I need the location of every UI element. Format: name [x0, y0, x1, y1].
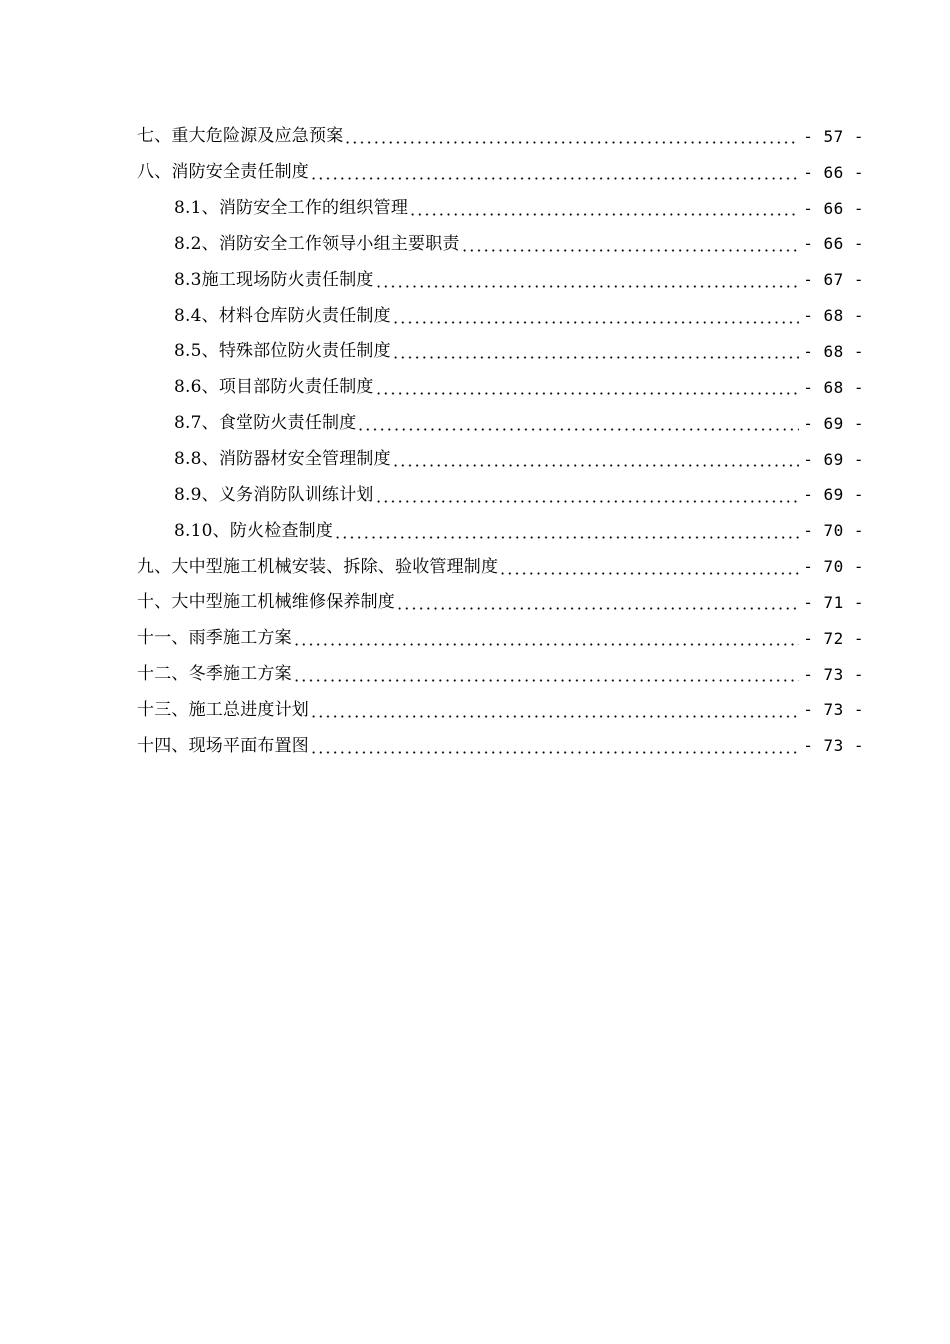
toc-entry-line — [137, 657, 864, 693]
toc-entry-line — [137, 155, 864, 191]
toc-entry-line — [137, 728, 864, 764]
dot-leader — [392, 321, 799, 324]
table-of-contents — [0, 119, 950, 764]
toc-entry-title: 8.4、材料仓库防火责任制度 — [174, 305, 391, 326]
dot-leader — [396, 607, 799, 610]
toc-entry-title: 8.5、特殊部位防火责任制度 — [174, 341, 391, 362]
dot-leader — [334, 536, 799, 539]
toc-entry-page-number: - 72 - — [803, 628, 864, 648]
toc-entry-line — [137, 693, 864, 729]
dot-leader — [293, 679, 799, 682]
toc-entry[interactable] — [0, 298, 950, 334]
toc-entry[interactable] — [0, 657, 950, 693]
toc-entry-title: 8.7、食堂防火责任制度 — [174, 413, 357, 434]
dot-leader — [293, 643, 799, 646]
toc-entry-line — [174, 477, 864, 513]
toc-entry-line — [137, 621, 864, 657]
toc-entry-title: 十四、现场平面布置图 — [137, 735, 309, 756]
toc-entry-page-number: - 66 - — [803, 162, 864, 182]
toc-entry-page-number: - 68 - — [803, 341, 864, 361]
toc-entry-line — [174, 513, 864, 549]
toc-entry-line — [137, 549, 864, 585]
toc-entry[interactable] — [0, 262, 950, 298]
toc-entry-page-number: - 68 - — [803, 377, 864, 397]
dot-leader — [499, 572, 799, 575]
toc-entry-line — [174, 191, 864, 227]
dot-leader — [461, 249, 800, 252]
toc-entry-line — [174, 370, 864, 406]
toc-entry-line — [174, 298, 864, 334]
dot-leader — [392, 356, 799, 359]
toc-entry-title: 十三、施工总进度计划 — [137, 699, 309, 720]
toc-entry-line — [174, 262, 864, 298]
toc-entry-line — [137, 119, 864, 155]
toc-entry-title: 十二、冬季施工方案 — [137, 664, 292, 685]
dot-leader — [310, 177, 799, 180]
toc-entry[interactable] — [0, 334, 950, 370]
toc-entry-page-number: - 69 - — [803, 485, 864, 505]
toc-entry-title: 七、重大危险源及应急预案 — [137, 126, 344, 147]
toc-entry[interactable] — [0, 406, 950, 442]
toc-entry-title: 8.1、消防安全工作的组织管理 — [174, 198, 409, 219]
toc-entry-line — [137, 585, 864, 621]
toc-entry[interactable] — [0, 370, 950, 406]
toc-entry-page-number: - 69 - — [803, 449, 864, 469]
toc-entry-page-number: - 73 - — [803, 664, 864, 684]
toc-entry-title: 八、消防安全责任制度 — [137, 162, 309, 183]
dot-leader — [409, 213, 799, 216]
toc-entry-page-number: - 57 - — [803, 126, 864, 146]
toc-entry-line — [174, 334, 864, 370]
toc-entry-page-number: - 70 - — [803, 557, 864, 577]
toc-entry-title: 十、大中型施工机械维修保养制度 — [137, 592, 395, 613]
toc-entry[interactable] — [0, 693, 950, 729]
dot-leader — [310, 751, 799, 754]
toc-entry-title: 8.2、消防安全工作领导小组主要职责 — [174, 233, 460, 254]
toc-entry[interactable] — [0, 728, 950, 764]
toc-entry-page-number: - 66 - — [803, 234, 864, 254]
toc-entry[interactable] — [0, 191, 950, 227]
dot-leader — [357, 428, 799, 431]
dot-leader — [392, 464, 799, 467]
toc-entry[interactable] — [0, 119, 950, 155]
toc-entry-title: 十一、雨季施工方案 — [137, 628, 292, 649]
toc-entry[interactable] — [0, 442, 950, 478]
toc-entry-line — [174, 227, 864, 263]
toc-entry-line — [174, 406, 864, 442]
toc-entry-page-number: - 67 - — [803, 270, 864, 290]
toc-entry-page-number: - 68 - — [803, 306, 864, 326]
toc-entry[interactable] — [0, 155, 950, 191]
toc-entry-page-number: - 73 - — [803, 736, 864, 756]
toc-entry[interactable] — [0, 585, 950, 621]
dot-leader — [344, 141, 799, 144]
toc-entry[interactable] — [0, 227, 950, 263]
toc-entry-page-number: - 66 - — [803, 198, 864, 218]
toc-entry[interactable] — [0, 621, 950, 657]
toc-entry-title: 8.9、义务消防队训练计划 — [174, 484, 374, 505]
dot-leader — [375, 392, 800, 395]
dot-leader — [375, 500, 800, 503]
toc-entry[interactable] — [0, 513, 950, 549]
toc-entry[interactable] — [0, 477, 950, 513]
toc-entry-page-number: - 71 - — [803, 592, 864, 612]
toc-entry-line — [174, 442, 864, 478]
toc-entry-title: 九、大中型施工机械安装、拆除、验收管理制度 — [137, 556, 499, 577]
dot-leader — [310, 715, 799, 718]
toc-entry-page-number: - 69 - — [803, 413, 864, 433]
dot-leader — [375, 285, 800, 288]
toc-entry-title: 8.6、项目部防火责任制度 — [174, 377, 374, 398]
toc-entry-page-number: - 70 - — [803, 521, 864, 541]
toc-entry-title: 8.3施工现场防火责任制度 — [174, 269, 374, 290]
toc-entry[interactable] — [0, 549, 950, 585]
toc-entry-title: 8.8、消防器材安全管理制度 — [174, 449, 391, 470]
toc-entry-page-number: - 73 - — [803, 700, 864, 720]
toc-entry-title: 8.10、防火检查制度 — [174, 520, 334, 541]
